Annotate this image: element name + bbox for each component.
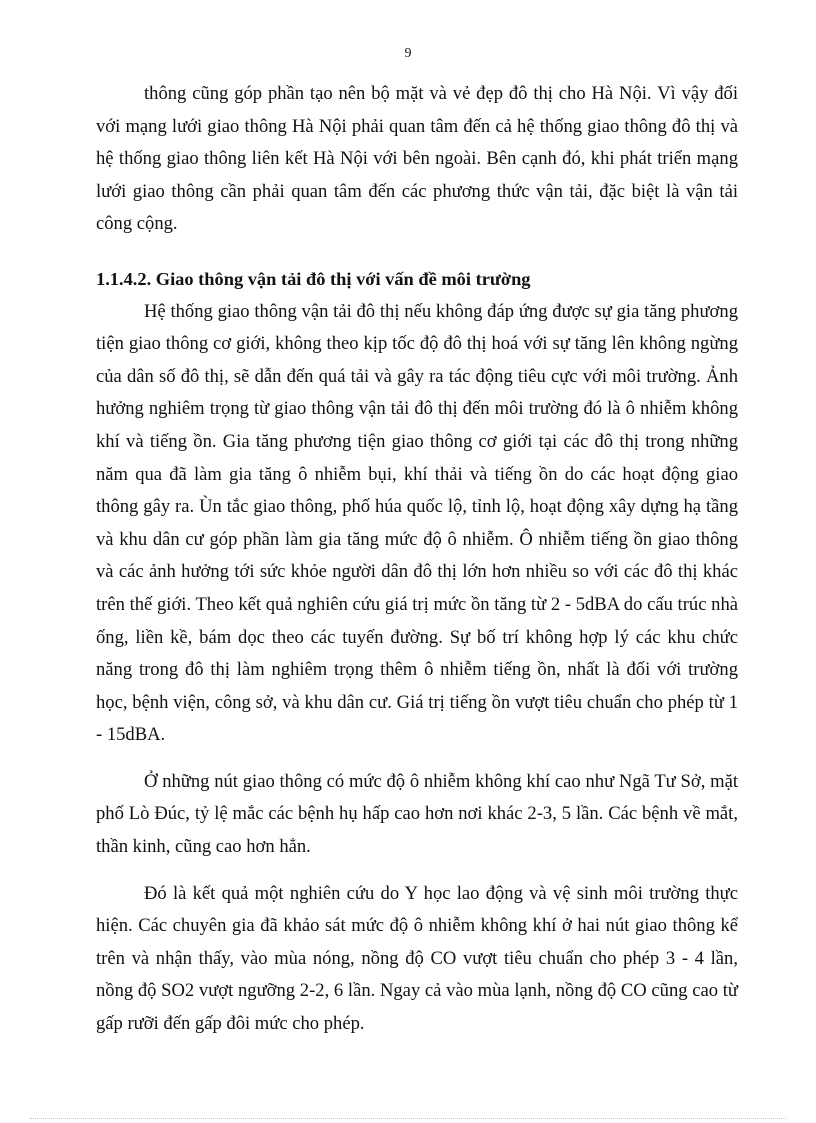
paragraph-intro: thông cũng góp phần tạo nên bộ mặt và vẻ đẹp đô thị cho Hà Nội. Vì vậy đối với mạng lưới giao thông Hà Nội phải quan tâm đến cả hệ thống giao thông đô thị và hệ thống giao thông liên kết Hà Nội với bên ngoài. Bên cạnh đó, khi phát triển mạng lưới giao thông cần phải quan tâm đến các phương thức vận tải, đặc biệt là vận tải công cộng.	[96, 83, 738, 235]
paragraph-intersections: Ở những nút giao thông có mức độ ô nhiễm không khí cao như Ngã Tư Sở, mặt phố Lò Đúc, tỷ lệ mắc các bệnh hụ hấp cao hơn nơi khác 2-3, 5 lần. Các bệnh về mắt, thần kinh, cũng cao hơn hẳn.	[96, 770, 738, 858]
footer-divider	[30, 1118, 786, 1119]
page-number: 9	[404, 46, 412, 61]
page-content	[96, 78, 738, 1041]
paragraph-study: Đó là kết quả một nghiên cứu do Y học lao động và vệ sinh môi trường thực hiện. Các chuyên gia đã khảo sát mức độ ô nhiễm không khí ở hai nút giao thông kể trên và nhận thấy, vào mùa nóng, nồng độ CO vượt tiêu chuẩn cho phép 3 - 4 lần, nồng độ SO2 vượt ngưỡng 2-2, 6 lần. Ngay cả vào mùa lạnh, nồng độ CO cũng cao từ gấp rưỡi đến gấp đôi mức cho phép.	[96, 882, 738, 1035]
paragraph-environment: Hệ thống giao thông vận tải đô thị nếu không đáp ứng được sự gia tăng phương tiện giao thông cơ giới, không theo kịp tốc độ đô thị hoá với sự tăng lên không ngừng của dân số đô thị, sẽ dẫn đến quá tải và gây ra tác động tiêu cực với môi trường. Ảnh hưởng nghiêm trọng từ giao thông vận tải đô thị đến môi trường đó là ô nhiễm không khí và tiếng ồn. Gia tăng phương tiện giao thông cơ giới tại các đô thị trong những năm qua đã làm gia tăng ô nhiễm bụi, khí thải và tiếng ồn do các hoạt động giao thông gây ra. Ùn tắc giao thông, phố húa quốc lộ, tỉnh lộ, hoạt động xây dựng hạ tầng và khu dân cư góp phần làm gia tăng mức độ ô nhiễm. Ô nhiễm tiếng ồn giao thông và các ảnh hưởng tới sức khỏe người dân đô thị lớn hơn nhiều so với các đô thị khác trên thế giới. Theo kết quả nghiên cứu giá trị mức ồn tăng từ 2 - 5dBA do cấu trúc nhà ống, liền kề, bám dọc theo các tuyến đường. Sự bố trí không hợp lý các khu chức năng trong đô thị làm nghiêm trọng thêm ô nhiễm tiếng ồn, nhất là đối với trường học, bệnh viện, công sở, và khu dân cư. Giá trị tiếng ồn vượt tiêu chuẩn cho phép từ 1 - 15dBA.	[96, 300, 738, 746]
section-heading: 1.1.4.2. Giao thông vận tải đô thị với vấn đề môi trường	[96, 268, 531, 289]
